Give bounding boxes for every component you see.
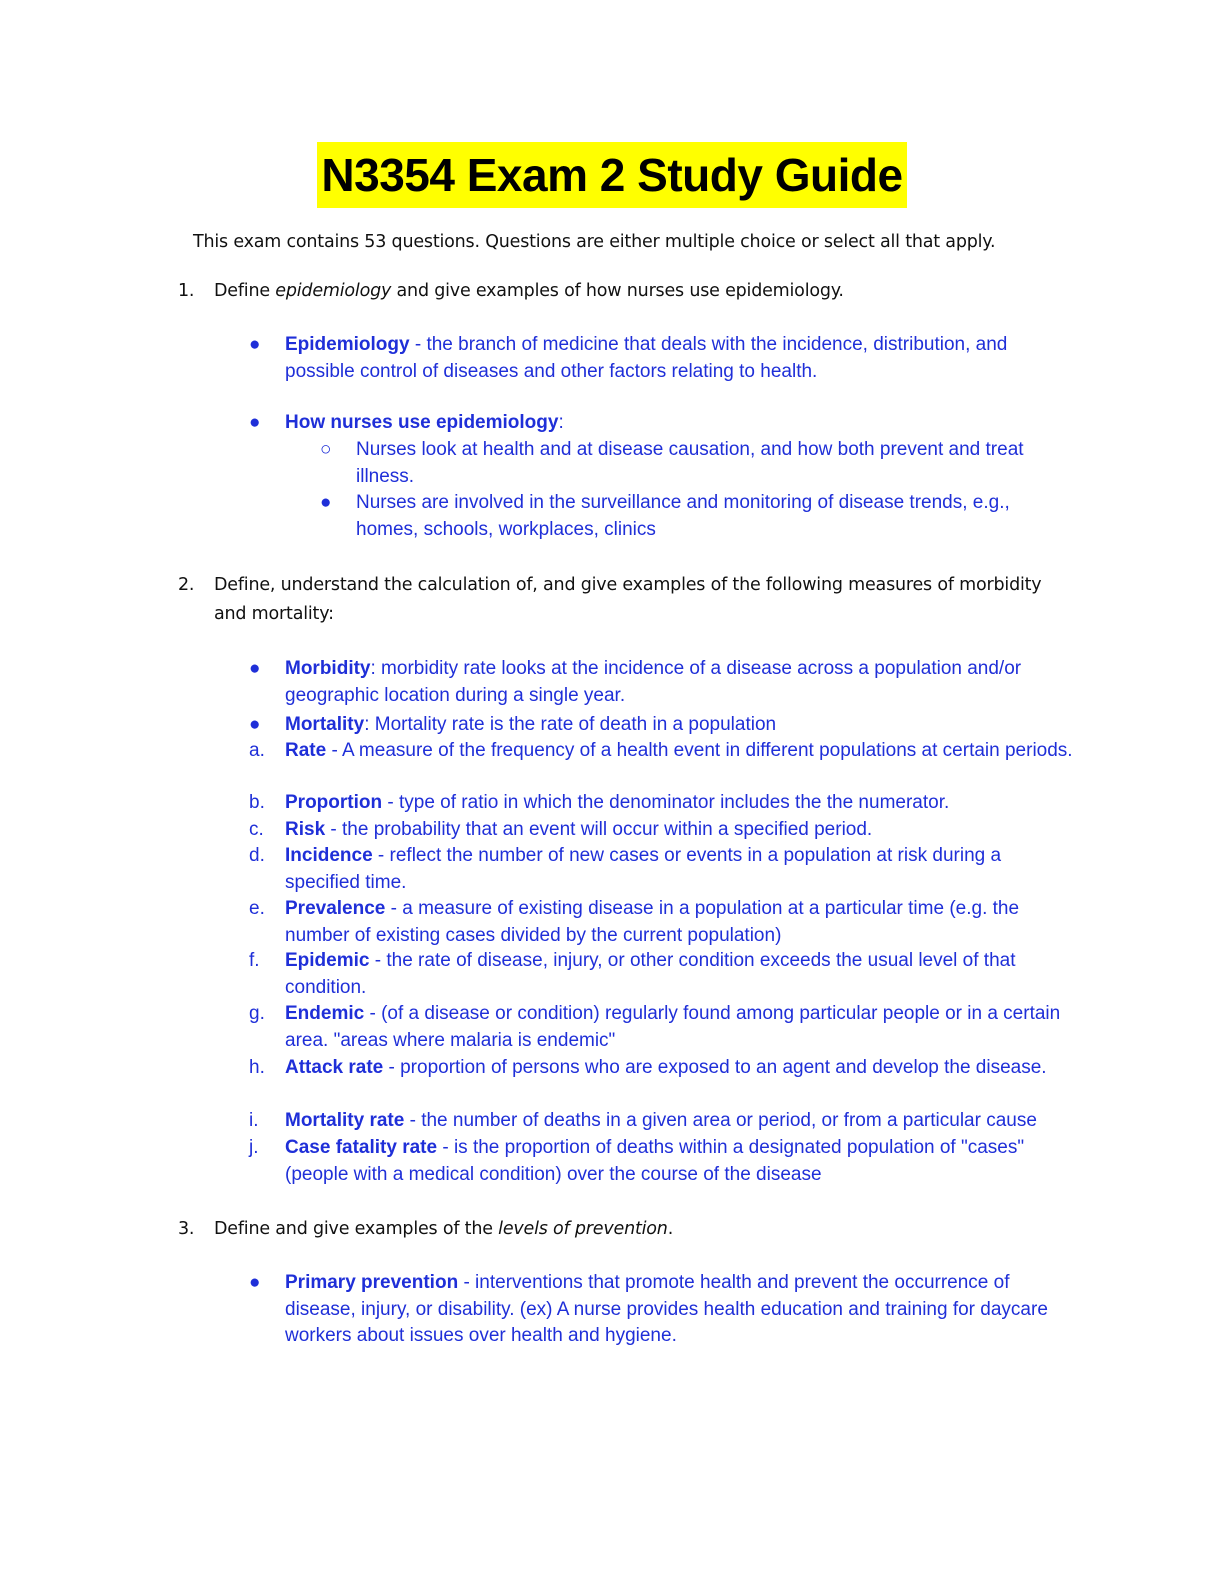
list-item xyxy=(249,656,1079,709)
definition: - A measure of the frequency of a health event in different populations at certain periods. xyxy=(326,740,1073,761)
question-number: 3. xyxy=(178,1219,195,1239)
question-text-emphasis: epidemiology xyxy=(275,281,392,301)
list-item xyxy=(249,1135,1079,1188)
list-marker: h. xyxy=(249,1057,265,1078)
question-text-post: and give examples of how nurses use epidemiology. xyxy=(391,281,844,301)
list-item xyxy=(249,790,1079,817)
bullet-icon: ● xyxy=(249,412,261,433)
term: Primary prevention xyxy=(285,1272,459,1293)
definition: : Mortality rate is the rate of death in a population xyxy=(364,714,777,735)
sub-item-text: Nurses look at health and at disease causation, and how both prevent and treat illness. xyxy=(356,439,1024,487)
definition: : morbidity rate looks at the incidence of a disease across a population and/or geographic location during a single year. xyxy=(285,658,1022,706)
title-container xyxy=(0,142,1224,208)
question-text xyxy=(214,1215,1074,1244)
list-item xyxy=(249,712,1079,739)
question-text-post: . xyxy=(667,1219,674,1239)
definition: - (of a disease or condition) regularly found among particular people or in a certain area. "areas where malaria is endemic" xyxy=(285,1003,1061,1051)
list-item xyxy=(249,948,1079,1001)
list-marker: j. xyxy=(249,1137,259,1158)
definition: - the probability that an event will occur within a specified period. xyxy=(325,819,873,840)
sub-list-item xyxy=(320,437,1060,490)
definition: - a measure of existing disease in a population at a particular time (e.g. the number of existing cases divided by the current population) xyxy=(285,898,1020,946)
list-marker: f. xyxy=(249,950,260,971)
page-title: N3354 Exam 2 Study Guide xyxy=(317,142,906,208)
definition: - the rate of disease, injury, or other condition exceeds the usual level of that condition. xyxy=(285,950,1016,998)
term: Case fatality rate xyxy=(285,1137,438,1158)
definition: - reflect the number of new cases or events in a population at risk during a specified time. xyxy=(285,845,1002,893)
question-text-emphasis: levels of prevention xyxy=(498,1219,668,1239)
term: How nurses use epidemiology xyxy=(285,412,559,433)
list-marker: c. xyxy=(249,819,264,840)
definition: - the number of deaths in a given area or period, or from a particular cause xyxy=(404,1110,1037,1131)
term: Epidemiology xyxy=(285,334,410,355)
term: Incidence xyxy=(285,845,373,866)
bullet-icon: ● xyxy=(249,658,261,679)
term: Prevalence xyxy=(285,898,386,919)
list-marker: b. xyxy=(249,792,265,813)
list-item xyxy=(249,843,1079,896)
list-item xyxy=(249,738,1079,765)
question-text-pre: Define xyxy=(214,281,276,301)
definition: - type of ratio in which the denominator includes the the numerator. xyxy=(382,792,950,813)
term: Epidemic xyxy=(285,950,370,971)
term: Rate xyxy=(285,740,327,761)
list-marker: i. xyxy=(249,1110,259,1131)
bullet-icon: ● xyxy=(249,1272,261,1293)
list-item xyxy=(249,332,1079,385)
bullet-icon: ● xyxy=(249,714,261,735)
question-3 xyxy=(178,1215,1074,1244)
list-marker: g. xyxy=(249,1003,265,1024)
list-item xyxy=(249,1108,1079,1135)
question-number: 1. xyxy=(178,281,195,301)
question-2 xyxy=(178,571,1074,629)
definition: - interventions that promote health and prevent the occurrence of disease, injury, or disability. (ex) A nurse provides health education and training for daycare workers about issues over health and hygiene. xyxy=(285,1272,1048,1346)
list-item xyxy=(249,817,1079,844)
term: Morbidity xyxy=(285,658,371,679)
term: Mortality xyxy=(285,714,365,735)
definition: - proportion of persons who are exposed to an agent and develop the disease. xyxy=(383,1057,1047,1078)
definition: : xyxy=(558,412,564,433)
list-item xyxy=(249,1055,1079,1082)
definition: - is the proportion of deaths within a designated population of "cases" (people with a medical condition) over the course of the disease xyxy=(285,1137,1025,1185)
list-marker: a. xyxy=(249,740,265,761)
question-text-pre: Define and give examples of the xyxy=(214,1219,499,1239)
list-marker: d. xyxy=(249,845,265,866)
list-item xyxy=(249,410,1079,437)
term: Endemic xyxy=(285,1003,365,1024)
list-item xyxy=(249,1270,1079,1350)
term: Proportion xyxy=(285,792,383,813)
term: Mortality rate xyxy=(285,1110,405,1131)
definition: - the branch of medicine that deals with the incidence, distribution, and possible control of diseases and other factors relating to health. xyxy=(285,334,1008,382)
question-1 xyxy=(178,277,1074,306)
list-item xyxy=(249,1001,1079,1054)
term: Risk xyxy=(285,819,326,840)
hollow-bullet-icon: ○ xyxy=(320,439,332,460)
question-number: 2. xyxy=(178,575,195,595)
bullet-icon: ● xyxy=(249,334,261,355)
question-text: Define, understand the calculation of, and give examples of the following measures of morbidity and mortality: xyxy=(214,575,1042,624)
intro-text: This exam contains 53 questions. Questions are either multiple choice or select all that apply. xyxy=(193,232,996,252)
term: Attack rate xyxy=(285,1057,384,1078)
bullet-icon: ● xyxy=(320,492,332,513)
question-text xyxy=(214,277,1074,306)
sub-list-item xyxy=(320,490,1060,543)
list-item xyxy=(249,896,1079,949)
sub-item-text: Nurses are involved in the surveillance and monitoring of disease trends, e.g., homes, schools, workplaces, clinics xyxy=(356,492,1010,540)
list-marker: e. xyxy=(249,898,265,919)
